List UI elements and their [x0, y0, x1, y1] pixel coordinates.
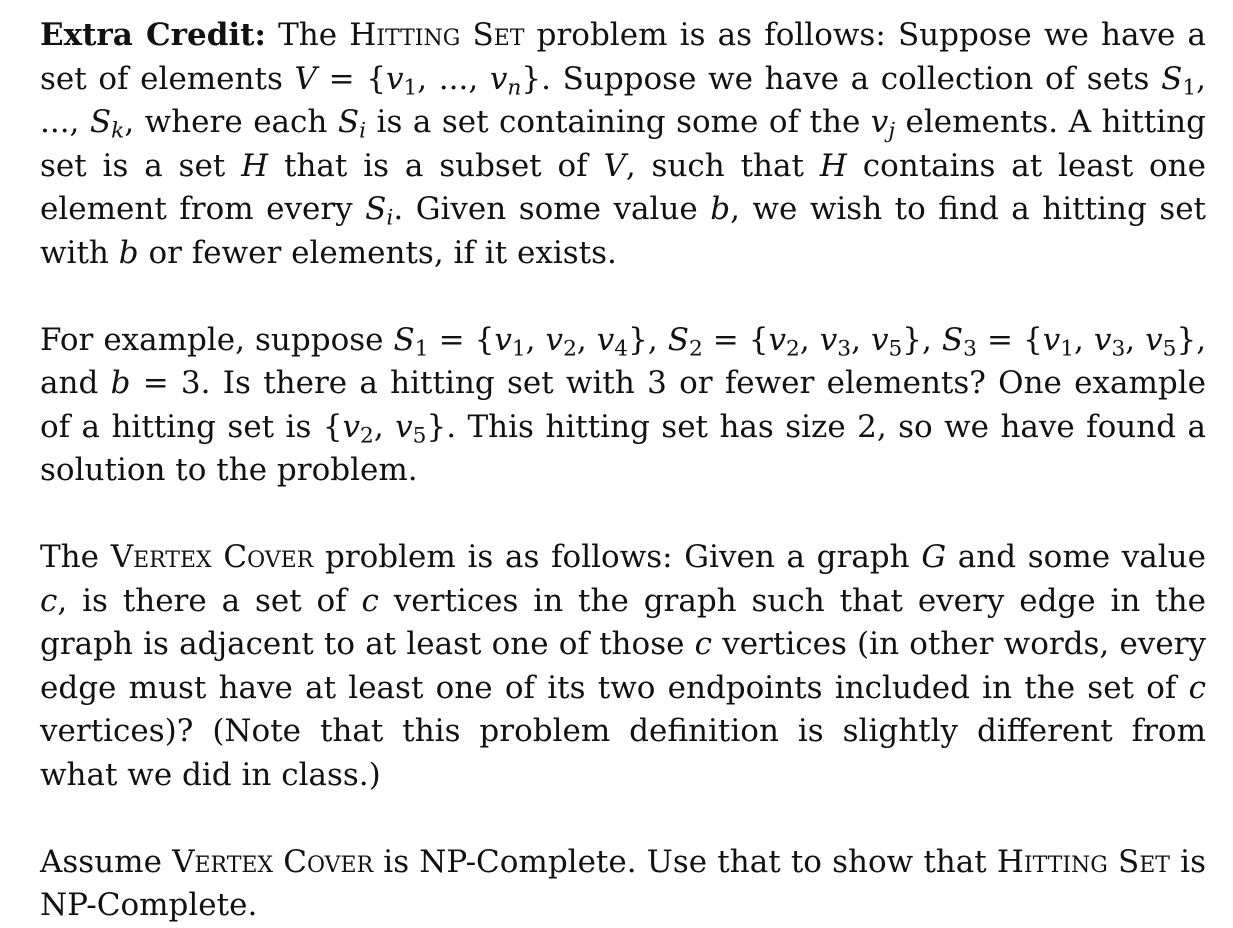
text: is NP-Complete.: [40, 843, 1206, 923]
math-var: S: [941, 321, 964, 358]
math-var: c: [40, 582, 58, 619]
text: , we wish to find a hitting set with: [40, 191, 1207, 271]
math-var: v: [870, 104, 889, 140]
subscript: j: [888, 118, 896, 144]
math-var: v: [870, 321, 889, 358]
math-var: S: [1161, 60, 1183, 97]
subscript: n: [507, 74, 522, 100]
text: that is a subset of: [268, 147, 604, 184]
math-var: v: [596, 321, 615, 358]
text: = {: [316, 60, 386, 97]
subscript: 4: [614, 335, 629, 361]
text: ,: [525, 321, 546, 358]
text: = {: [976, 321, 1043, 358]
math-var: b: [710, 191, 731, 227]
text: The: [40, 539, 111, 575]
subscript: 1: [414, 335, 429, 361]
text: problem is as follows: Suppose we have a set of elements: [40, 17, 1206, 97]
math-var: v: [494, 321, 512, 358]
text: ,: [799, 321, 820, 358]
math-var: c: [1188, 669, 1206, 706]
problem-text: [40, 14, 1206, 928]
text: ,: [1125, 321, 1146, 358]
text: or fewer elements, if it exists.: [138, 234, 617, 271]
subscript: 1: [403, 74, 418, 100]
text: ,: [851, 321, 871, 358]
text: = {: [428, 321, 495, 358]
text: vertices in the graph such that every edge in the graph is adjacent to at least one of those: [40, 582, 1206, 662]
math-var: v: [395, 408, 413, 445]
vertex-cover-term: Vertex Cover: [110, 539, 314, 575]
text: elements. A hitting set is a set: [40, 104, 1206, 184]
text: . Given some value: [393, 191, 711, 227]
math-var: v: [1093, 321, 1112, 358]
subscript: i: [386, 205, 394, 231]
math-var: c: [694, 626, 713, 662]
subscript: 2: [786, 335, 800, 361]
math-var: S: [365, 191, 387, 227]
text: The: [265, 17, 350, 53]
text: , where each: [124, 104, 338, 140]
text: }, and: [40, 321, 1207, 401]
math-var: v: [342, 408, 361, 445]
text: and some value: [946, 539, 1206, 575]
math-var: G: [921, 539, 947, 575]
paragraph-task: [40, 841, 1206, 928]
paragraph-hitting-set-definition: [40, 14, 1206, 275]
text: },: [902, 321, 942, 358]
text: vertices)? (Note that this problem definition is slightly different from what we did in class.): [40, 713, 1206, 793]
paragraph-vertex-cover-definition: [40, 536, 1206, 797]
math-var: S: [337, 104, 360, 140]
text: ,: [1074, 321, 1094, 358]
math-var: b: [110, 365, 131, 401]
subscript: i: [359, 118, 367, 144]
math-var: S: [393, 321, 415, 358]
vertex-cover-term: Vertex Cover: [172, 843, 374, 880]
text: contains at least one element from every: [40, 147, 1206, 227]
text: For example, suppose: [40, 321, 394, 358]
text: = 3. Is there a hitting set with 3 or fewer elements? One example of a hitting set is {: [40, 365, 1206, 445]
hitting-set-term: Hitting Set: [349, 17, 525, 53]
subscript: 2: [360, 422, 374, 448]
subscript: 5: [888, 335, 903, 361]
subscript: 3: [963, 335, 977, 361]
math-var: V: [294, 60, 317, 97]
text: is NP-Complete. Use that to show that: [373, 843, 997, 880]
math-var: S: [89, 104, 112, 140]
math-var: H: [241, 147, 269, 184]
math-var: v: [385, 60, 404, 97]
math-var: v: [819, 321, 838, 358]
math-var: v: [545, 321, 564, 358]
subscript: 2: [688, 335, 703, 361]
text: vertices (in other words, every edge must have at least one of its two endpoints included in the set of: [40, 626, 1207, 706]
text: }. Suppose we have a collection of sets: [521, 60, 1162, 97]
math-var: c: [361, 582, 379, 619]
math-var: S: [667, 321, 689, 358]
text: is a set containing some of the: [366, 104, 871, 140]
math-var: b: [118, 234, 139, 271]
text: problem is as follows: Given a graph: [313, 539, 922, 575]
subscript: 1: [1060, 335, 1075, 361]
text: , ...,: [40, 60, 1206, 140]
math-var: v: [768, 321, 787, 358]
subscript: 3: [837, 335, 852, 361]
math-var: v: [489, 60, 508, 97]
math-var: H: [819, 147, 847, 184]
subscript: 5: [1162, 335, 1177, 361]
text: Assume: [40, 843, 173, 880]
text: , ...,: [417, 60, 490, 97]
extra-credit-label: Extra Credit:: [40, 17, 266, 53]
text: , such that: [625, 147, 820, 184]
subscript: 3: [1111, 335, 1126, 361]
text: = {: [702, 321, 769, 358]
text: }. This hitting set has size 2, so we have found a solution to the problem.: [40, 408, 1206, 488]
text: },: [628, 321, 668, 358]
subscript: 5: [412, 422, 427, 448]
subscript: 1: [1182, 74, 1197, 100]
subscript: 2: [563, 335, 577, 361]
text: ,: [576, 321, 597, 358]
text: ,: [373, 408, 396, 445]
text: , is there a set of: [57, 582, 362, 619]
subscript: 1: [511, 335, 526, 361]
math-var: V: [603, 147, 626, 184]
math-var: v: [1042, 321, 1061, 358]
math-var: v: [1145, 321, 1163, 358]
hitting-set-term: Hitting Set: [996, 843, 1170, 880]
paragraph-example: [40, 319, 1206, 493]
subscript: k: [111, 118, 125, 144]
